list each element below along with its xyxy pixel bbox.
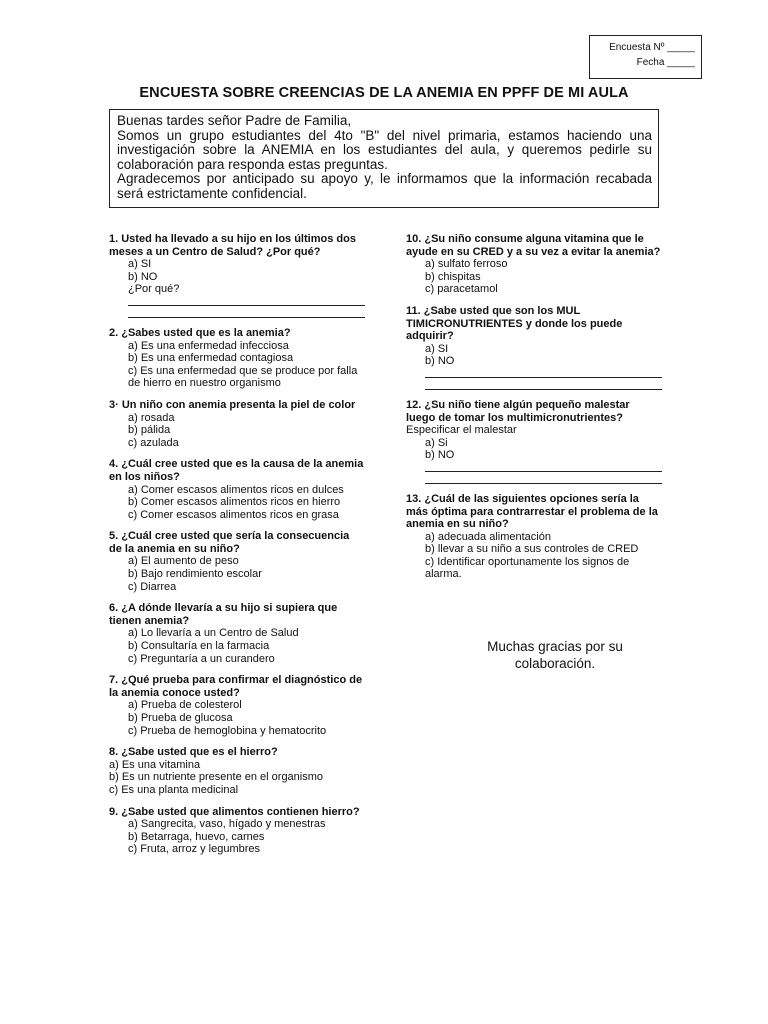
option-a[interactable]: a) Lo llevaría a un Centro de Salud (128, 627, 299, 640)
option-b[interactable]: b) Comer escasos alimentos ricos en hierro (128, 496, 341, 509)
encuesta-number-label: Encuesta Nº _____ (609, 42, 695, 53)
option-a[interactable]: a) Sangrecita, vaso, hígado y menestras (128, 818, 326, 831)
question-13 (406, 493, 662, 581)
answer-line[interactable] (128, 308, 365, 318)
fecha-label: Fecha _____ (636, 57, 695, 68)
option-c[interactable]: c) Comer escasos alimentos ricos en grasa (128, 508, 339, 521)
option-c[interactable]: c) Identificar oportunamente los signos de alarma. (425, 555, 630, 581)
survey-number-box (589, 35, 702, 79)
question-11 (406, 305, 662, 390)
option-c[interactable]: c) Es una planta medicinal (109, 783, 239, 796)
question-9 (109, 806, 365, 856)
answer-line[interactable] (425, 474, 662, 484)
reason-label: ¿Por qué? (128, 283, 180, 296)
document-title: ENCUESTA SOBRE CREENCIAS DE LA ANEMIA EN PPFF DE MI AULA (139, 85, 629, 101)
question-7 (109, 674, 365, 737)
option-c[interactable]: c) azulada (128, 436, 179, 449)
answer-line[interactable] (425, 462, 662, 472)
option-a[interactable]: a) El aumento de peso (128, 555, 239, 568)
option-a[interactable]: a) sulfato ferroso (425, 258, 508, 271)
option-b[interactable]: b) NO (128, 270, 158, 283)
option-a[interactable]: a) SI (128, 258, 152, 271)
option-a[interactable]: a) Es una vitamina (109, 758, 201, 771)
question-title: 13. ¿Cuál de las siguientes opciones sería la más óptima para contrarrestar el problema de la anemia en su niño? (406, 492, 658, 531)
questions-right-column (406, 233, 662, 590)
question-8 (109, 746, 365, 796)
option-b[interactable]: b) chispitas (425, 270, 481, 283)
option-b[interactable]: b) Es un nutriente presente en el organismo (109, 771, 324, 784)
question-title: 5. ¿Cuál cree usted que sería la consecuencia de la anemia en su niño? (109, 530, 350, 555)
option-c[interactable]: c) Prueba de hemoglobina y hematocrito (128, 724, 327, 737)
specify-label: Especificar el malestar (406, 424, 517, 437)
question-title: 12. ¿Su niño tiene algún pequeño malestar luego de tomar los multimicronutrientes? (406, 398, 630, 424)
option-a[interactable]: a) Si (425, 436, 448, 449)
option-b[interactable]: b) Es una enfermedad contagiosa (128, 352, 294, 365)
option-b[interactable]: b) llevar a su niño a sus controles de CRED (425, 543, 639, 556)
question-title: 1. Usted ha llevado a su hijo en los últimos dos meses a un Centro de Salud? ¿Por qué? (109, 233, 356, 258)
question-title: 2. ¿Sabes usted que es la anemia? (109, 326, 291, 339)
option-b[interactable]: b) Prueba de glucosa (128, 712, 233, 724)
question-title: 11. ¿Sabe usted que son los MUL TIMICRONUTRIENTES y donde los puede adquirir? (406, 304, 623, 343)
option-a[interactable]: a) Comer escasos alimentos ricos en dulces (128, 483, 344, 496)
question-4 (109, 458, 365, 521)
option-c[interactable]: c) Diarrea (128, 580, 177, 593)
option-a[interactable]: a) SI (425, 342, 449, 355)
question-title: 9. ¿Sabe usted que alimentos contienen hierro? (109, 805, 360, 818)
question-2 (109, 327, 365, 390)
question-6 (109, 602, 365, 665)
question-title: 6. ¿A dónde llevaría a su hijo si supiera que tienen anemia? (109, 602, 338, 627)
option-b[interactable]: b) Consultaría en la farmacia (128, 640, 270, 653)
question-title: 7. ¿Qué prueba para confirmar el diagnóstico de la anemia conoce usted? (109, 674, 363, 699)
option-b[interactable]: b) NO (425, 449, 455, 462)
option-b[interactable]: b) Betarraga, huevo, carnes (128, 830, 265, 843)
answer-line[interactable] (425, 380, 662, 390)
intro-purpose: Somos un grupo estudiantes del 4to "B" del nivel primaria, estamos haciendo una investigación sobre la ANEMIA en los estudiantes del aula, y queremos pedirle su colaboración para responda estas preguntas. (117, 127, 652, 172)
option-b[interactable]: b) NO (425, 355, 455, 368)
answer-line[interactable] (425, 368, 662, 378)
option-b[interactable]: b) pálida (128, 424, 171, 437)
option-c[interactable]: c) Fruta, arroz y legumbres (128, 843, 261, 856)
question-5 (109, 530, 365, 593)
option-a[interactable]: a) Es una enfermedad infecciosa (128, 339, 289, 352)
option-a[interactable]: a) Prueba de colesterol (128, 699, 242, 712)
question-title: 3· Un niño con anemia presenta la piel de color (109, 398, 356, 411)
question-12 (406, 399, 662, 484)
intro-box (109, 109, 659, 208)
questions-left-column (109, 233, 365, 865)
closing-thanks: Muchas gracias por su colaboración. (487, 639, 623, 671)
question-title: 10. ¿Su niño consume alguna vitamina que le ayude en su CRED y a su vez a evitar la anemia? (406, 233, 661, 258)
intro-greeting: Buenas tardes señor Padre de Familia, (117, 113, 352, 128)
option-a[interactable]: a) rosada (128, 411, 175, 424)
answer-line[interactable] (128, 296, 365, 306)
question-title: 4. ¿Cuál cree usted que es la causa de la anemia en los niños? (109, 458, 364, 483)
question-title: 8. ¿Sabe usted que es el hierro? (109, 746, 278, 759)
intro-confidentiality: Agradecemos por anticipado su apoyo y, le informamos que la información recabada será estrictamente confidencial. (117, 171, 652, 201)
option-c[interactable]: c) Preguntaría a un curandero (128, 652, 275, 665)
option-c[interactable]: c) Es una enfermedad que se produce por falla de hierro en nuestro organismo (128, 364, 358, 390)
option-c[interactable]: c) paracetamol (425, 283, 498, 296)
option-b[interactable]: b) Bajo rendimiento escolar (128, 568, 262, 581)
question-10 (406, 233, 662, 296)
question-1 (109, 233, 365, 318)
option-a[interactable]: a) adecuada alimentación (425, 530, 551, 543)
question-3 (109, 399, 365, 449)
